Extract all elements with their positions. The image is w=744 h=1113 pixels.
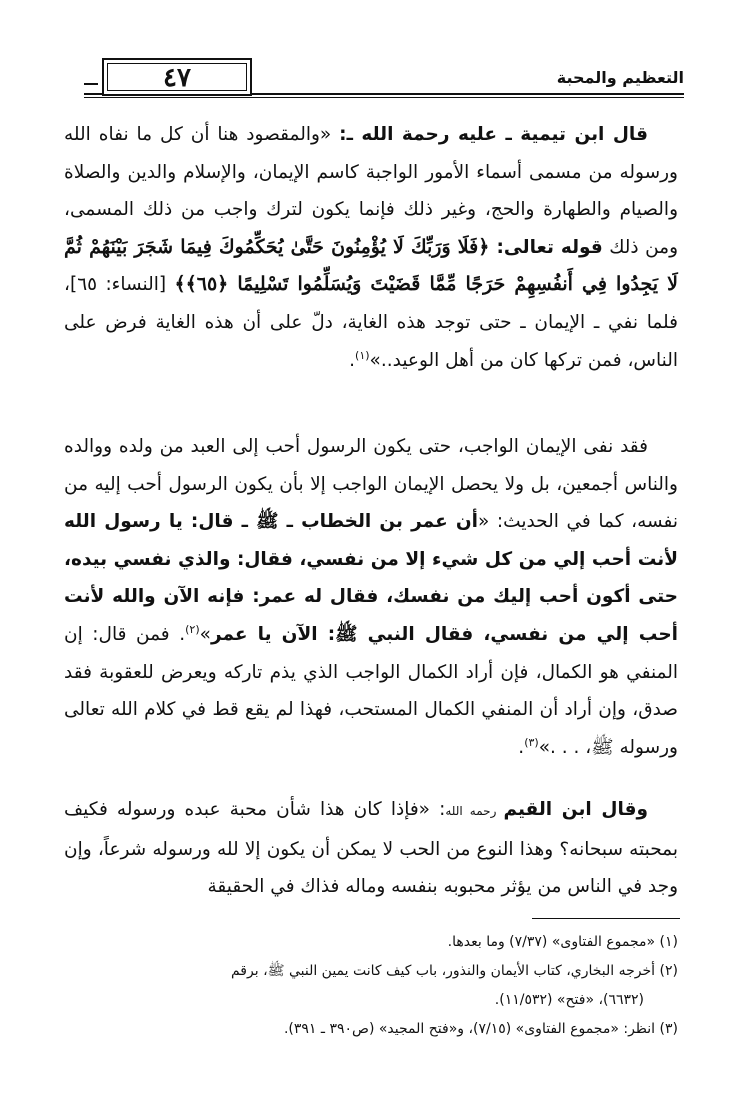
footnote-number: (٣) bbox=[659, 1021, 678, 1037]
running-title: التعظيم والمحبة bbox=[551, 68, 684, 87]
footnote-ref-2[interactable]: (٢) bbox=[185, 622, 200, 636]
footnote-3 bbox=[64, 1015, 678, 1044]
paragraph-text-continued: . فمن قال: إن المنفي هو الكمال، فإن أراد الكمال الواجب الذي يذم تاركه ويعرض للعقوبة فقد صدق، وإن أراد أن المنفي الكمال المستحب، فهذا لم يقع قط في كلام الله تعالى ورسوله ﷺ، . . .» bbox=[64, 623, 678, 758]
header-dash bbox=[84, 83, 98, 85]
footnote-ref-3[interactable]: (٣) bbox=[524, 735, 539, 749]
quote-text-continued: [النساء: ٦٥]، فلما نفي ـ الإيمان ـ حتى توجد هذه الغاية، دلّ على أن هذه الغاية فرض على الناس، فمن تركها كان من أهل الوعيد..» bbox=[64, 274, 678, 371]
page-number-frame bbox=[102, 58, 252, 96]
footnote-text: أخرجه البخاري، كتاب الأيمان والنذور، باب كيف كانت يمين النبي ﷺ، برقم bbox=[230, 963, 656, 979]
footnotes bbox=[64, 928, 678, 1044]
hadith-text: أن عمر بن الخطاب ـ ﷺ ـ قال: يا رسول الله لأنت أحب إلي من كل شيء إلا من نفسي، فقال: والذي نفسي بيده، حتى أكون أحب إليك من نفسك، فقال له عمر: فإنه الآن والله لأنت أحب إلي من نفسي، فقال النبي ﷺ: الآن يا عمر bbox=[64, 511, 678, 645]
quote-text: : «فإذا كان هذا شأن محبة عبده ورسوله فكيف بمحبته سبحانه؟ وهذا النوع من الحب لا يمكن أن يكون إلا لله ورسوله شرعاً، وإن وجد في الناس من يؤثر محبوبه بنفسه وماله فذاك في الحقيقة bbox=[64, 799, 678, 898]
paragraph-end: . bbox=[349, 349, 356, 371]
quote-close: » bbox=[199, 623, 211, 645]
footnote-text: «مجموع الفتاوى» (٧/٣٧) وما بعدها. bbox=[447, 934, 656, 950]
footnote-text: انظر: «مجموع الفتاوى» (٧/١٥)، و«فتح المجيد» (ص٣٩٠ ـ ٣٩١). bbox=[283, 1021, 656, 1037]
paragraph-end: . bbox=[518, 736, 525, 758]
footnote-1 bbox=[64, 928, 678, 957]
quran-verse: ﴿فَلَا وَرَبِّكَ لَا يُؤْمِنُونَ حَتَّىٰ يُحَكِّمُوكَ فِيمَا شَجَرَ بَيْنَهُمْ ثُمَّ لَا يَجِدُوا فِي أَنفُسِهِمْ حَرَجًا مِّمَّا قَضَيْتَ وَيُسَلِّمُوا تَسْلِيمًا ﴿٦٥﴾﴾ bbox=[64, 235, 678, 296]
footnote-separator bbox=[532, 918, 680, 919]
paragraph-text: فقد نفى الإيمان الواجب، حتى يكون الرسول أحب إلى العبد من ولده ووالده والناس أجمعين، بل ولا يحصل الإيمان الواجب إلا بأن يكون الرسول أحب إليه من نفسه، كما في الحديث: « bbox=[64, 436, 678, 533]
speaker-name: وقال ابن القيم bbox=[503, 799, 649, 820]
paragraph-ibn-taymiyyah bbox=[64, 116, 678, 379]
header-rule-thin bbox=[84, 97, 684, 98]
footnote-2 bbox=[64, 957, 678, 986]
footnote-2-continued bbox=[64, 986, 678, 1015]
quote-text: «والمقصود هنا أن كل ما نفاه الله ورسوله من مسمى أسماء الأمور الواجبة كاسم الإيمان، والإسلام والدين والصلاة والصيام والطهارة والحج، وغير ذلك فإنما يكون لترك واجب من ذلك المسمى، ومن ذلك bbox=[64, 124, 679, 258]
footnote-ref-1[interactable]: (١) bbox=[355, 348, 370, 362]
paragraph-hadith bbox=[64, 428, 678, 766]
page-header bbox=[84, 58, 684, 100]
speaker-name: قال ابن تيمية ـ عليه رحمة الله ـ: bbox=[339, 124, 648, 145]
verse-intro: قوله تعالى: bbox=[496, 236, 603, 258]
honorific: رحمه الله bbox=[445, 804, 504, 818]
page-number: ٤٧ bbox=[163, 63, 191, 93]
paragraph-ibn-al-qayyim bbox=[64, 791, 678, 906]
footnote-number: (٢) bbox=[659, 963, 678, 979]
footnote-text: (٦٦٣٢)، «فتح» (١١/٥٣٢). bbox=[494, 992, 644, 1008]
footnote-number: (١) bbox=[659, 934, 678, 950]
